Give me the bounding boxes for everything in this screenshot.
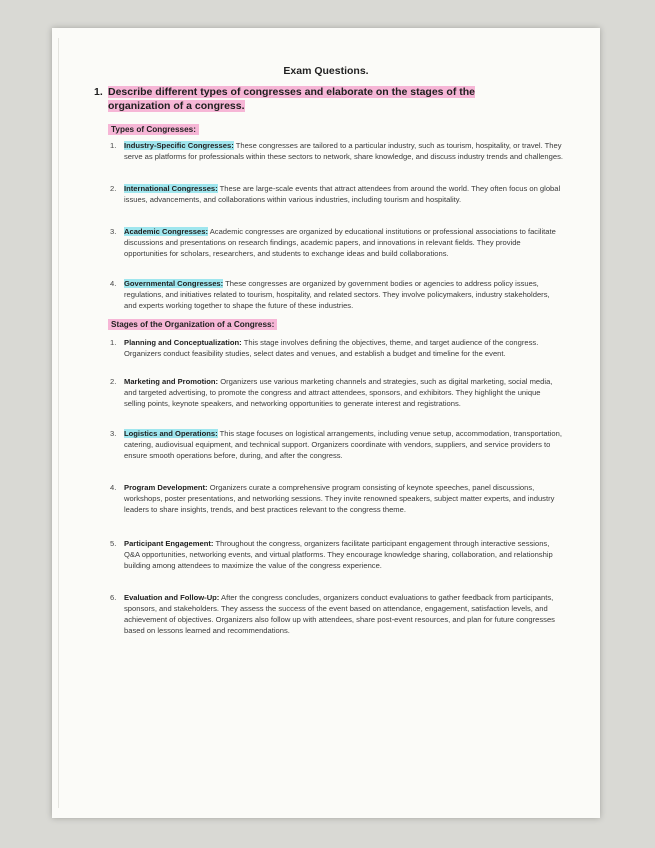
item-number: 6.: [110, 593, 117, 602]
item-number: 3.: [110, 227, 117, 236]
item-number: 2.: [110, 377, 117, 386]
item-heading: Participant Engagement:: [124, 539, 214, 548]
stages-heading: Stages of the Organization of a Congress:: [108, 319, 277, 330]
item-body: Academic congresses are organized by educational institutions or professional associations to facilitate discussions and presentations on research findings, academic papers, and innovations in relevant fields. They provide opportunities for scholars, researchers, and students to exchange ideas and build collaborations.: [124, 227, 556, 258]
item-heading: Evaluation and Follow-Up:: [124, 593, 220, 602]
stage-item-2: [110, 376, 564, 409]
document-page: [52, 28, 600, 818]
question-text: Describe different types of congresses and elaborate on the stages of the organization of a congress.: [108, 86, 476, 112]
type-item-4: [110, 278, 564, 311]
stage-item-6: [110, 592, 564, 636]
item-heading: Program Development:: [124, 483, 208, 492]
question-1: [94, 85, 508, 113]
type-item-2: [110, 183, 564, 205]
item-number: 1.: [110, 141, 117, 150]
item-body: This stage focuses on logistical arrangements, including venue setup, accommodation, transportation, catering, audiovisual equipment, and technical support. Organizers coordinate with vendors, suppliers, and service providers to ensure smooth operations before, during, and after the congress.: [124, 429, 562, 460]
item-body: These congresses are tailored to a particular industry, such as tourism, hospitality, or travel. They serve as platforms for professionals within these sectors to network, share knowledge, and discuss industry trends and challenges.: [124, 141, 563, 161]
item-number: 2.: [110, 184, 117, 193]
item-heading: Industry-Specific Congresses:: [124, 141, 234, 150]
item-heading: International Congresses:: [124, 184, 218, 193]
stage-item-1: [110, 337, 564, 359]
item-heading: Logistics and Operations:: [124, 429, 218, 438]
item-heading: Governmental Congresses:: [124, 279, 224, 288]
item-number: 3.: [110, 429, 117, 438]
stage-item-4: [110, 482, 564, 515]
type-item-3: [110, 226, 564, 259]
stage-item-5: [110, 538, 564, 571]
question-number: 1.: [94, 86, 103, 98]
item-heading: Academic Congresses:: [124, 227, 208, 236]
item-body: These congresses are organized by government bodies or agencies to address policy issues, regulations, and initiatives related to tourism, hospitality, and related sectors. They involve policymakers, industry stakeholders, and experts working together to shape the future of these industries.: [124, 279, 550, 310]
item-body: These are large-scale events that attract attendees from around the world. They often focus on global issues, advancements, and collaborations within various industries, including tourism and hospitality.: [124, 184, 561, 204]
item-heading: Marketing and Promotion:: [124, 377, 219, 386]
item-body: Throughout the congress, organizers facilitate participant engagement through interactive sessions, Q&A opportunities, networking events, and virtual platforms. They encourage knowledge sharing, collaboration, and relationship building among attendees to maximize the value of the congress experience.: [124, 539, 553, 570]
item-number: 1.: [110, 338, 117, 347]
item-number: 4.: [110, 279, 117, 288]
types-heading: Types of Congresses:: [108, 124, 199, 135]
item-body: After the congress concludes, organizers conduct evaluations to gather feedback from participants, sponsors, and stakeholders. They assess the success of the event based on attendance, engagement, satisfaction levels, and achievement of objectives. Organizers also follow up with attendees, share post-event resources, and plan for future congresses based on lessons learned and recommendations.: [124, 593, 555, 635]
type-item-1: [110, 140, 564, 162]
item-body: Organizers curate a comprehensive program consisting of keynote speeches, panel discussions, workshops, poster presentations, and networking sessions. They invite renowned speakers, subject matter experts, and industry leaders to share insights, trends, and best practices relevant to the congress theme.: [124, 483, 555, 514]
item-number: 5.: [110, 539, 117, 548]
item-body: Organizers use various marketing channels and strategies, such as digital marketing, social media, and targeted advertising, to promote the congress and attract attendees, sponsors, and exhibitors. They highlight the unique selling points, keynote speakers, and networking opportunities to generate interest and registrations.: [124, 377, 553, 408]
item-heading: Planning and Conceptualization:: [124, 338, 242, 347]
page-title: Exam Questions.: [283, 65, 369, 77]
item-number: 4.: [110, 483, 117, 492]
item-body: This stage involves defining the objectives, theme, and target audience of the congress. Organizers conduct feasibility studies, select dates and venues, and establish a budget and timeline for the event.: [124, 338, 539, 358]
stage-item-3: [110, 428, 564, 461]
